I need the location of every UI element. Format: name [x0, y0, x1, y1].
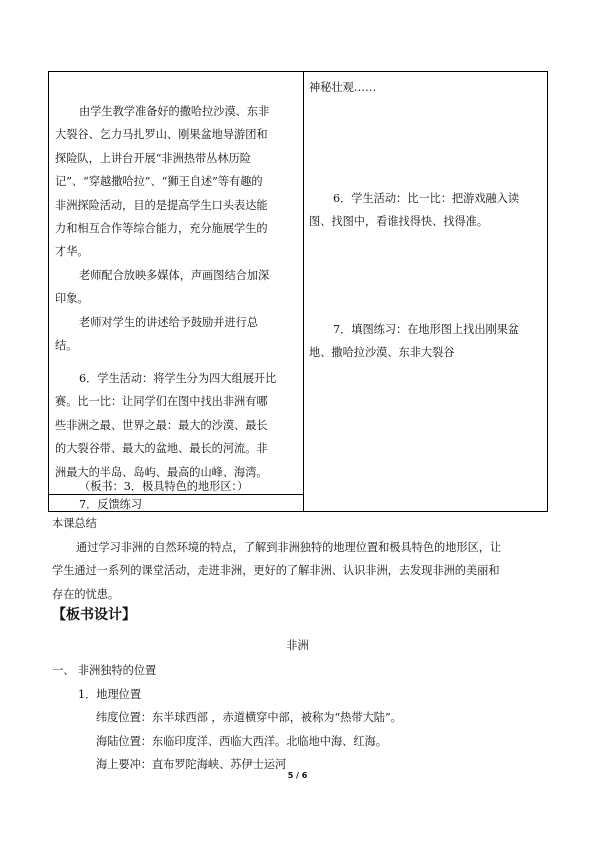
left-text-line: 老师配合放映多媒体，声画图结合加深 [79, 268, 270, 282]
summary-line: 存在的忧患。 [52, 587, 120, 601]
right-text-line: 图、找图中，看谁找得快、找得准。 [309, 215, 489, 229]
summary-line: 通过学习非洲的自然环境的特点，了解到非洲独特的地理位置和极具特色的地形区，让 [76, 540, 502, 554]
summary-title: 本课总结 [52, 517, 97, 530]
left-text-line: 印象。 [55, 292, 89, 306]
left-text-line: 6．学生活动：将学生分为四大组展开比 [79, 372, 277, 385]
left-text-line: 探险队，上讲台开展“非洲热带丛林历险 [55, 151, 251, 165]
board-title: 非洲 [286, 639, 309, 652]
left-text-line: 非洲探险活动，目的是提高学生口头表达能 [55, 198, 268, 212]
left-bottom-line: 7．反馈练习 [79, 498, 143, 511]
left-text-line: 赛。比一比：让同学们在图中找出非洲有哪 [55, 395, 268, 409]
board-item: 纬度位置：东半球西部 ，赤道横穿中部，被称为“热带大陆”。 [96, 711, 402, 724]
left-text-line: 结。 [55, 339, 78, 352]
right-text-line: 7．填图练习：在地形图上找出刚果盆 [333, 323, 520, 336]
board-item: 海上要冲：直布罗陀海峡、苏伊士运河 [96, 758, 287, 771]
left-text-line: 才华。 [55, 245, 89, 259]
board-section-title: 一、 非洲独特的位置 [52, 664, 157, 677]
right-text-line: 神秘壮观…… [309, 81, 377, 94]
board-item: 海陆位置：东临印度洋、西临大西洋。北临地中海、红海。 [96, 734, 387, 748]
summary-line: 学生通过一系列的课堂活动，走进非洲，更好的了解非洲、认识非洲，去发现非洲的美丽和 [52, 564, 500, 577]
board-subsection-title: 1．地理位置 [78, 687, 142, 701]
board-heading: 【板书设计】 [52, 607, 136, 623]
left-text-line: 记”、“穿越撒哈拉”、“狮王自述”等有趣的 [55, 175, 263, 189]
page-number: 5 / 6 [287, 771, 308, 780]
lesson-table [48, 71, 548, 512]
left-text-line: 洲最大的半岛、岛屿、最高的山峰、海湾。 [55, 465, 268, 479]
left-text-line: 的大裂谷带、最大的盆地、最长的河流。非 [55, 442, 268, 456]
left-text-line: 些非洲之最、世界之最：最大的沙漠、最长 [55, 418, 268, 432]
left-text-line: （板书：3．极具特色的地形区：） [79, 480, 249, 493]
table-column-divider [303, 72, 304, 511]
right-text-line: 地、撒哈拉沙漠、东非大裂谷 [309, 346, 455, 360]
left-text-line: 大裂谷、乞力马扎罗山、刚果盆地导游团和 [55, 128, 268, 142]
left-text-line: 力和相互合作等综合能力，充分施展学生的 [55, 222, 268, 235]
left-text-line: 由学生教学准备好的撒哈拉沙漠、东非 [79, 105, 270, 118]
right-text-line: 6．学生活动：比一比：把游戏融入读 [333, 192, 520, 205]
left-text-line: 老师对学生的讲述给予鼓励并进行总 [79, 315, 259, 329]
